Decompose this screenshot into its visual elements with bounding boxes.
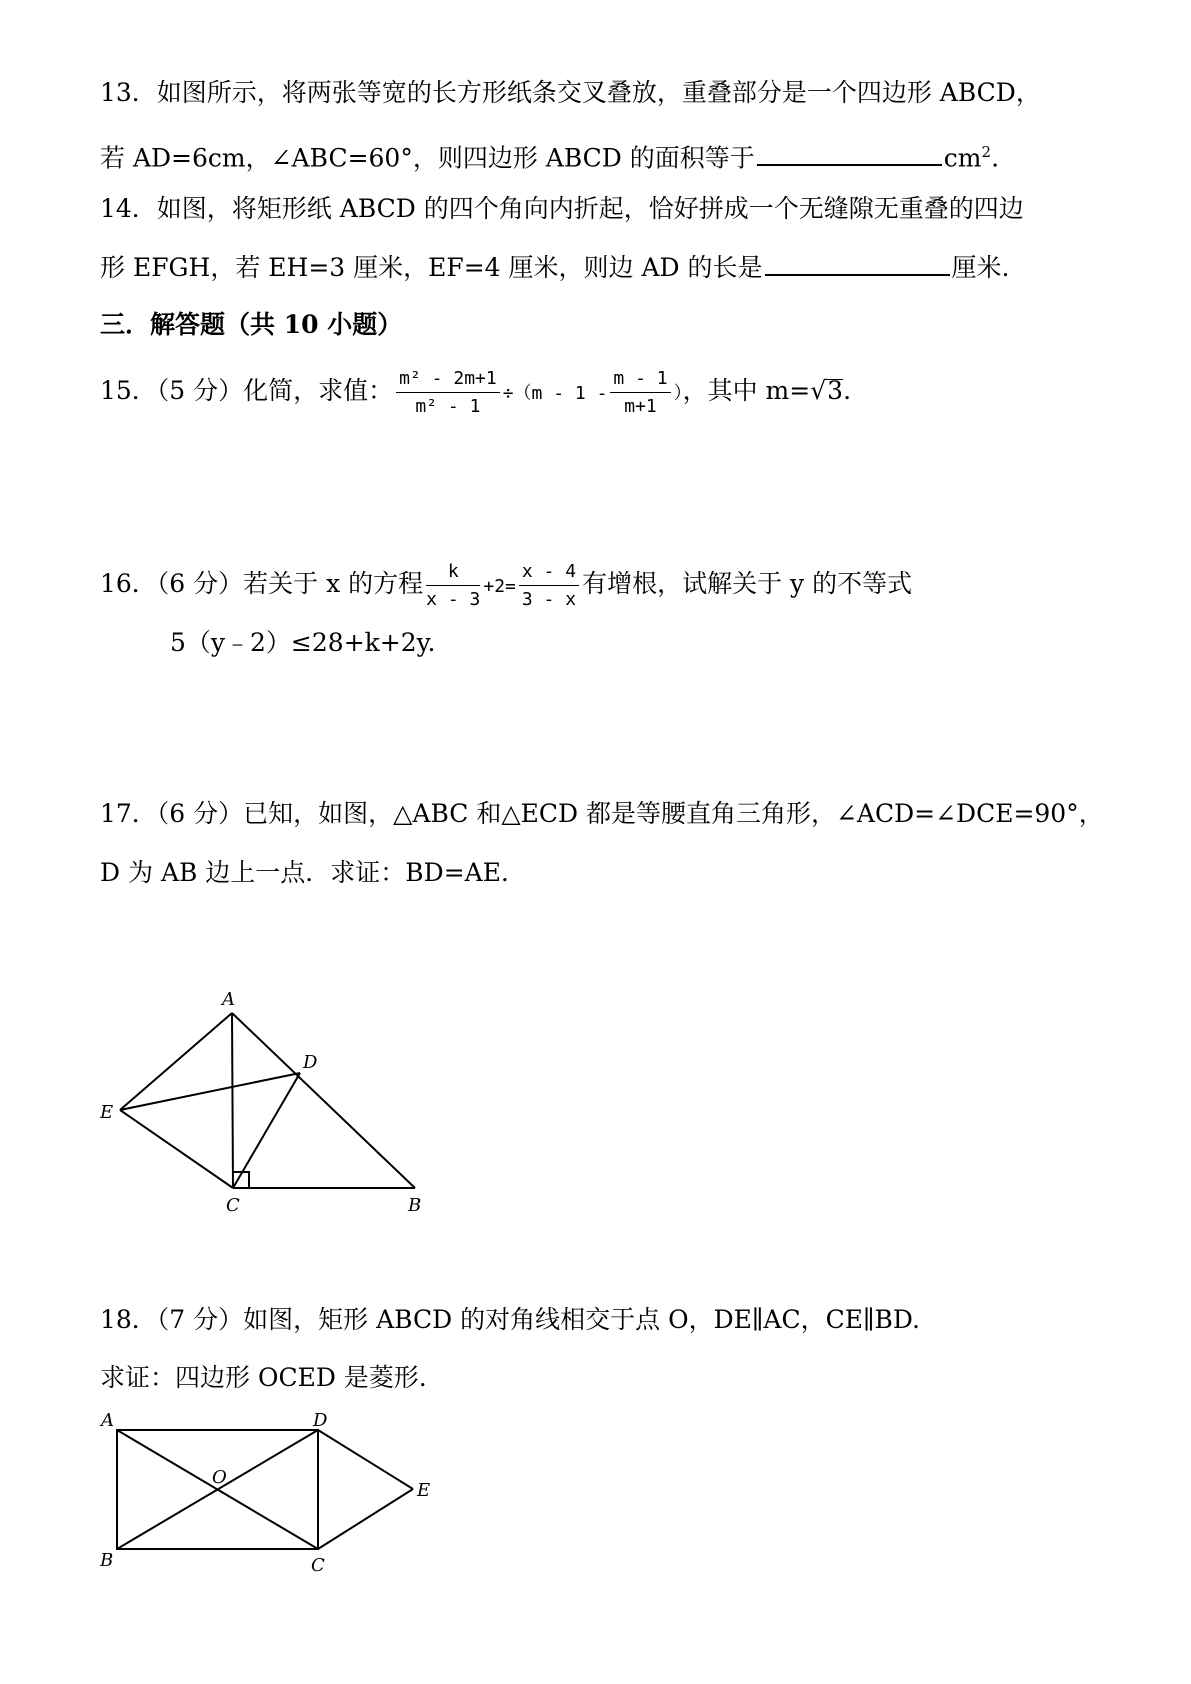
q13-text: 若 AD=6cm，∠ABC=60°，则四边形 ABCD 的面积等于 — [100, 143, 755, 173]
q18-line2: 求证：四边形 OCED 是菱形. — [100, 1363, 427, 1392]
q15-frac2-numerator: m - 1 — [610, 368, 670, 393]
q14-answer-blank[interactable] — [765, 250, 950, 276]
q17-label-d: D — [303, 1052, 318, 1073]
q17-segment-ab — [232, 1013, 415, 1188]
q17-label-b: B — [408, 1195, 422, 1216]
q15-frac1-numerator: m² - 2m+1 — [396, 368, 500, 393]
q14-line2 — [100, 250, 1009, 285]
q13-line2 — [100, 135, 999, 175]
q15-fraction-1 — [396, 368, 500, 418]
q14-text: 形 EFGH，若 EH=3 厘米，EF=4 厘米，则边 AD 的长是 — [100, 253, 763, 282]
q17-segment-cd — [233, 1073, 300, 1188]
q18-label-c: C — [311, 1555, 325, 1576]
sqrt-symbol: √ — [810, 376, 827, 405]
q18-diagonal-ac — [117, 1430, 318, 1549]
q18-label-o: O — [212, 1467, 227, 1488]
q15-prefix: 15．（5 分）化简，求值： — [100, 376, 394, 405]
q15-close: ） — [673, 383, 683, 404]
q17-line2: D 为 AB 边上一点．求证：BD=AE． — [100, 858, 526, 887]
q16-frac2-denominator: 3 - x — [521, 588, 577, 610]
q14-line1: 14．如图，将矩形纸 ABCD 的四个角向内折起，恰好拼成一个无缝隙无重叠的四边 — [100, 194, 1024, 223]
q18-label-e: E — [417, 1480, 431, 1501]
q17-line1: 17．（6 分）已知，如图，△ABC 和△ECD 都是等腰直角三角形，∠ACD=∠DCE=90°， — [100, 799, 1104, 828]
q16-fraction-1 — [426, 561, 480, 611]
q17-label-c: C — [226, 1195, 240, 1216]
q18-segment-de — [318, 1430, 413, 1489]
section-3-title: 三．解答题（共 10 小题） — [100, 310, 403, 339]
q13-end: . — [991, 143, 1000, 173]
q16-frac1-denominator: x - 3 — [426, 588, 481, 610]
q15-middle: ÷（m - 1 - — [502, 383, 608, 404]
q18-segment-ce — [318, 1489, 413, 1549]
q18-rectangle-abcd — [117, 1430, 318, 1549]
q18-label-b: B — [100, 1550, 114, 1571]
q16-suffix: 有增根，试解关于 y 的不等式 — [582, 569, 913, 598]
q15-sqrt-arg: 3 — [827, 376, 844, 405]
q17-segment-ae — [120, 1013, 232, 1110]
q13-unit-exp: 2 — [981, 143, 992, 161]
q16-middle: +2= — [483, 576, 516, 597]
q16-line2: 5（y﹣2）≤28+k+2y. — [170, 628, 436, 657]
q18-line1: 18．（7 分）如图，矩形 ABCD 的对角线相交于点 O，DE∥AC，CE∥BD. — [100, 1305, 920, 1334]
q13-line1: 13．如图所示，将两张等宽的长方形纸条交叉叠放，重叠部分是一个四边形 ABCD， — [100, 78, 1041, 107]
q15-line — [100, 365, 851, 420]
q15-end: . — [843, 376, 852, 405]
q15-frac1-denominator: m² - 1 — [415, 395, 481, 417]
q18-label-d: D — [313, 1410, 328, 1431]
q15-frac2-denominator: m+1 — [624, 395, 657, 417]
q13-unit: cm — [943, 143, 982, 173]
q17-label-a: A — [222, 989, 235, 1010]
q18-label-a: A — [101, 1410, 114, 1431]
q18-diagonal-bd — [117, 1430, 318, 1549]
q13-answer-blank[interactable] — [757, 140, 942, 166]
q16-prefix: 16．（6 分）若关于 x 的方程 — [100, 569, 424, 598]
q16-line1 — [100, 558, 912, 613]
q15-fraction-2 — [610, 368, 670, 418]
q16-frac2-numerator: x - 4 — [519, 561, 579, 586]
q16-fraction-2 — [519, 561, 579, 611]
q17-segment-ac — [232, 1013, 233, 1188]
q17-right-angle-mark — [233, 1172, 249, 1188]
q17-label-e: E — [100, 1102, 114, 1123]
q17-segment-ed — [120, 1073, 300, 1110]
q17-segment-ec — [120, 1110, 233, 1188]
q16-frac1-numerator: k — [426, 561, 480, 586]
q15-suffix: ，其中 m= — [682, 376, 811, 405]
q14-unit: 厘米. — [951, 253, 1010, 282]
